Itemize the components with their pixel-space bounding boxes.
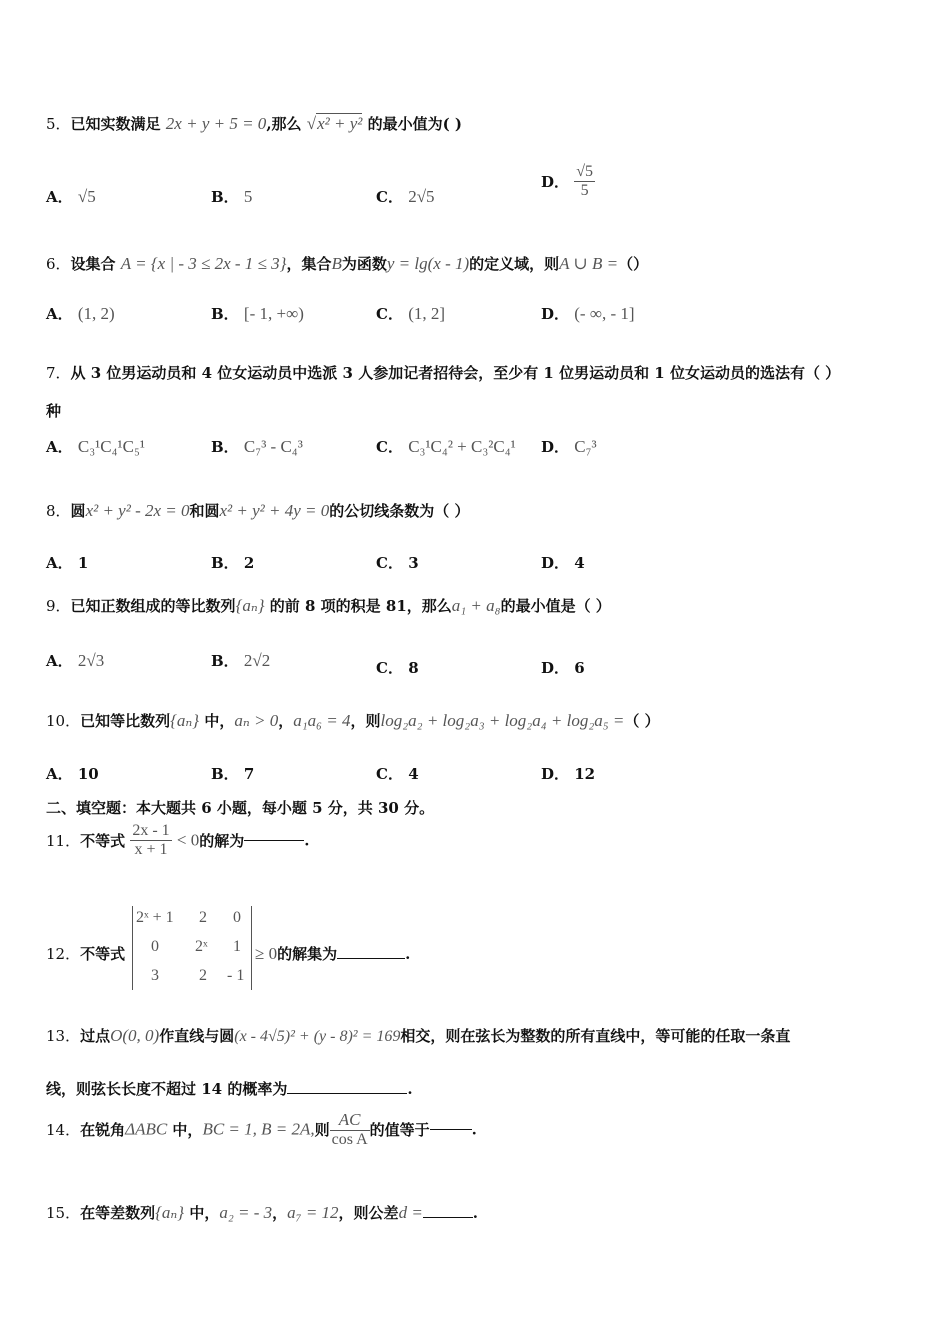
question-number: 12． bbox=[46, 945, 81, 963]
question-number: 9． bbox=[46, 597, 71, 615]
question-10: 10．已知等比数列{aₙ} 中，aₙ > 0，a₁a₆ = 4，则log₂a₂ + log₂a₃ + log₂a₄ + log₂a₅ =（ ） bbox=[46, 711, 660, 730]
option-c[interactable]: C． C₃¹C₄² + C₃²C₄¹ bbox=[376, 437, 516, 456]
question-7 bbox=[46, 362, 840, 383]
section-heading: 二、填空题：本大题共 6 小题，每小题 5 分，共 30 分。 bbox=[46, 799, 435, 817]
question-number: 10． bbox=[46, 712, 81, 730]
option-b[interactable]: B． 2√2 bbox=[211, 651, 271, 670]
math-expression: (x - 4√5)² + (y - 8)² = 169 bbox=[234, 1028, 401, 1045]
math-expression: x² + y² - 2x = 0 bbox=[85, 501, 190, 520]
question-8: 8．圆x² + y² - 2x = 0和圆x² + y² + 4y = 0的公切线条数为（ ） bbox=[46, 501, 470, 520]
option-b[interactable]: B． C₇³ - C₄³ bbox=[211, 437, 303, 456]
math-expression: A = {x | - 3 ≤ 2x - 1 ≤ 3} bbox=[120, 254, 287, 273]
option-b[interactable]: B． 7 bbox=[211, 765, 255, 783]
option-c[interactable]: C． 2√5 bbox=[376, 187, 435, 206]
question-14: 14．在锐角ΔABC 中，BC = 1, B = 2A,则 $\frac{AC}{\text{cos A}}$ 的值等于 . bbox=[46, 1110, 477, 1148]
math-expression: a₁ + a₈ bbox=[451, 596, 501, 615]
math-expression: x² + y² + 4y = 0 bbox=[219, 501, 330, 520]
question-number: 14． bbox=[46, 1121, 81, 1139]
option-d[interactable]: D． $\frac{√5}{5}$ bbox=[541, 163, 594, 199]
question-text: 的最小值为( ) bbox=[362, 115, 463, 133]
question-text: 从 3 位男运动员和 4 位女运动员中选派 3 人参加记者招待会，至少有 1 位男运动员和 1 位女运动员的选法有（ ） bbox=[70, 364, 841, 382]
question-number: 7． bbox=[46, 364, 71, 382]
sqrt-expression: √x² + y² bbox=[306, 114, 363, 133]
option-a[interactable]: A． C₃¹C₄¹C₅¹ bbox=[46, 437, 145, 456]
answer-blank[interactable] bbox=[287, 1093, 407, 1094]
option-a[interactable]: A． √5 bbox=[46, 187, 96, 206]
option-d[interactable]: D． C₇³ bbox=[541, 437, 597, 456]
question-6: 6．设集合 A = {x | - 3 ≤ 2x - 1 ≤ 3}，集合B为函数y = lg(x - 1)的定义域，则A ∪ B =（） bbox=[46, 254, 649, 273]
question-5 bbox=[46, 113, 462, 134]
math-expression: log₂a₂ + log₂a₃ + log₂a₄ + log₂a₅ = bbox=[380, 711, 625, 730]
question-text: 已知实数满足 bbox=[70, 115, 161, 133]
option-c[interactable]: C． 4 bbox=[376, 765, 419, 783]
option-a[interactable]: A． (1, 2) bbox=[46, 304, 115, 323]
question-15: 15．在等差数列{aₙ} 中，a₂ = - 3，a₇ = 12，则公差d = . bbox=[46, 1203, 479, 1222]
option-b[interactable]: B． [- 1, +∞) bbox=[211, 304, 304, 323]
question-number: 6． bbox=[46, 255, 71, 273]
question-number: 15． bbox=[46, 1204, 81, 1222]
question-12-tail: ≥ 0的解集为 . bbox=[255, 944, 411, 963]
question-9: 9．已知正数组成的等比数列{aₙ} 的前 8 项的积是 81，那么a₁ + a₈的最小值是（ ） bbox=[46, 596, 611, 615]
question-7-cont: 种 bbox=[46, 402, 62, 420]
option-b[interactable]: B． 5 bbox=[211, 187, 253, 206]
math-expression: y = lg(x - 1) bbox=[386, 254, 470, 273]
option-c[interactable]: C． (1, 2] bbox=[376, 304, 446, 323]
answer-blank[interactable] bbox=[430, 1129, 472, 1130]
determinant: 2ˣ + 1 2 0 0 2ˣ 1 3 2 - 1 bbox=[132, 906, 252, 990]
question-12: 12．不等式 bbox=[46, 945, 126, 963]
option-b[interactable]: B． 2 bbox=[211, 554, 255, 572]
question-11: 11．不等式 $\frac{2x - 1}{x + 1}$ < 0的解为 . bbox=[46, 822, 310, 858]
answer-blank[interactable] bbox=[423, 1217, 473, 1218]
answer-blank[interactable] bbox=[337, 958, 405, 959]
option-a[interactable]: A． 10 bbox=[46, 765, 99, 783]
question-13-cont: 线，则弦长长度不超过 14 的概率为 . bbox=[46, 1080, 413, 1098]
answer-blank[interactable] bbox=[244, 840, 304, 841]
option-d[interactable]: D． 6 bbox=[541, 659, 585, 677]
option-d[interactable]: D． 12 bbox=[541, 765, 596, 783]
question-13: 13．过点O(0, 0)作直线与圆(x - 4√5)² + (y - 8)² = 169相交，则在弦长为整数的所有直线中，等可能的任取一条直 bbox=[46, 1026, 791, 1045]
math-expression: 2x + y + 5 = 0 bbox=[165, 114, 267, 133]
question-number: 11． bbox=[46, 832, 81, 850]
question-text: ,那么 bbox=[266, 115, 302, 133]
question-number: 8． bbox=[46, 502, 71, 520]
option-a[interactable]: A． 2√3 bbox=[46, 651, 105, 670]
option-c[interactable]: C． 8 bbox=[376, 659, 419, 677]
question-number: 5． bbox=[46, 115, 71, 133]
option-c[interactable]: C． 3 bbox=[376, 554, 419, 572]
option-d[interactable]: D． (- ∞, - 1] bbox=[541, 304, 635, 323]
option-d[interactable]: D． 4 bbox=[541, 554, 585, 572]
option-a[interactable]: A． 1 bbox=[46, 554, 89, 572]
question-number: 13． bbox=[46, 1027, 81, 1045]
